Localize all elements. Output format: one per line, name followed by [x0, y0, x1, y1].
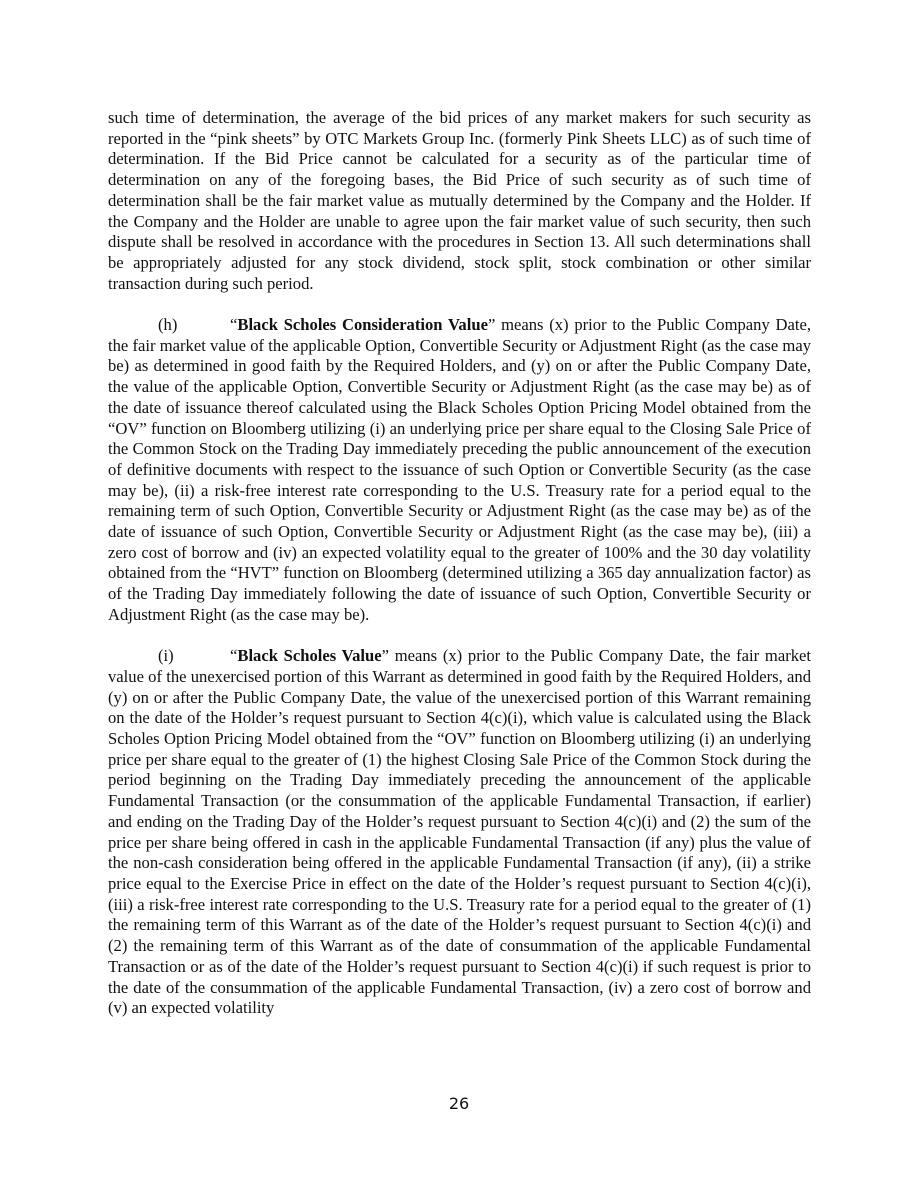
paragraph-text: ” means (x) prior to the Public Company Date, the fair market value of the unexercised portion of this Warrant as determined in good faith by the Required Holders, and (y) on or after the Public Company Date, the value of the unexercised portion of this Warrant remaining on the date of the Holder’s request pursuant to Section 4(c)(i), which value is calculated using the Black Scholes Option Pricing Model obtained from the “OV” function on Bloomberg utilizing (i) an underlying price per share equal to the greater of (1) the highest Closing Sale Price of the Common Stock during the period beginning on the Trading Day immediately preceding the announcement of the applicable Fundamental Transaction (or the consummation of the applicable Fundamental Transaction, if earlier) and ending on the Trading Day of the Holder’s request pursuant to Section 4(c)(i) and (2) the sum of the price per share being offered in cash in the applicable Fundamental Transaction (if any) plus the value of the non-cash consideration being offered in the applicable Fundamental Transaction (if any), (ii) a strike price equal to the Exercise Price in effect on the date of the Holder’s request pursuant to Section 4(c)(i), (iii) a risk-free interest rate corresponding to the U.S. Treasury rate for a period equal to the greater of (1) the remaining term of this Warrant as of the date of the Holder’s request pursuant to Section 4(c)(i) and (2) the remaining term of this Warrant as of the date of consummation of the applicable Fundamental Transaction or as of the date of the Holder’s request pursuant to Section 4(c)(i) if such request is prior to the date of the consummation of the applicable Fundamental Transaction, (iv) a zero cost of borrow and (v) an expected volatility [108, 646, 811, 1018]
defined-term: Black Scholes Value [237, 646, 382, 666]
paragraph-black-scholes-consideration-value [108, 315, 811, 626]
open-quote: “ [230, 646, 238, 666]
section-label: (h) [158, 315, 178, 335]
paragraph-black-scholes-value [108, 646, 811, 1019]
page-number: 26 [448, 1094, 470, 1113]
paragraph-text: such time of determination, the average of the bid prices of any market makers for such security as reported in the “pink sheets” by OTC Markets Group Inc. (formerly Pink Sheets LLC) as of such time of determination. If the Bid Price cannot be calculated for a security as of the particular time of determination on any of the foregoing bases, the Bid Price of such security as of such time of determination shall be the fair market value as mutually determined by the Company and the Holder. If the Company and the Holder are unable to agree upon the fair market value of such security, then such dispute shall be resolved in accordance with the procedures in Section 13. All such determinations shall be appropriately adjusted for any stock dividend, stock split, stock combination or other similar transaction during such period. [108, 108, 811, 293]
paragraph-text: ” means (x) prior to the Public Company Date, the fair market value of the applicable Option, Convertible Security or Adjustment Right (as the case may be) as determined in good faith by the Required Holders, and (y) on or after the Public Company Date, the value of the applicable Option, Convertible Security or Adjustment Right (as the case may be) as of the date of issuance thereof calculated using the Black Scholes Option Pricing Model obtained from the “OV” function on Bloomberg utilizing (i) an underlying price per share equal to the Closing Sale Price of the Common Stock on the Trading Day immediately preceding the public announcement of the execution of definitive documents with respect to the issuance of such Option or Convertible Security (as the case may be), (ii) a risk-free interest rate corresponding to the U.S. Treasury rate for a period equal to the remaining term of such Option, Convertible Security or Adjustment Right (as the case may be) as of the date of issuance of such Option, Convertible Security or Adjustment Right (as the case may be), (iii) a zero cost of borrow and (iv) an expected volatility equal to the greater of 100% and the 30 day volatility obtained from the “HVT” function on Bloomberg (determined utilizing a 365 day annualization factor) as of the Trading Day immediately following the date of issuance of such Option, Convertible Security or Adjustment Right (as the case may be). [108, 315, 811, 624]
open-quote: “ [230, 315, 238, 335]
document-body [108, 108, 811, 1019]
paragraph-continuation [108, 108, 811, 294]
section-label: (i) [158, 646, 174, 666]
defined-term: Black Scholes Consideration Value [237, 315, 488, 335]
